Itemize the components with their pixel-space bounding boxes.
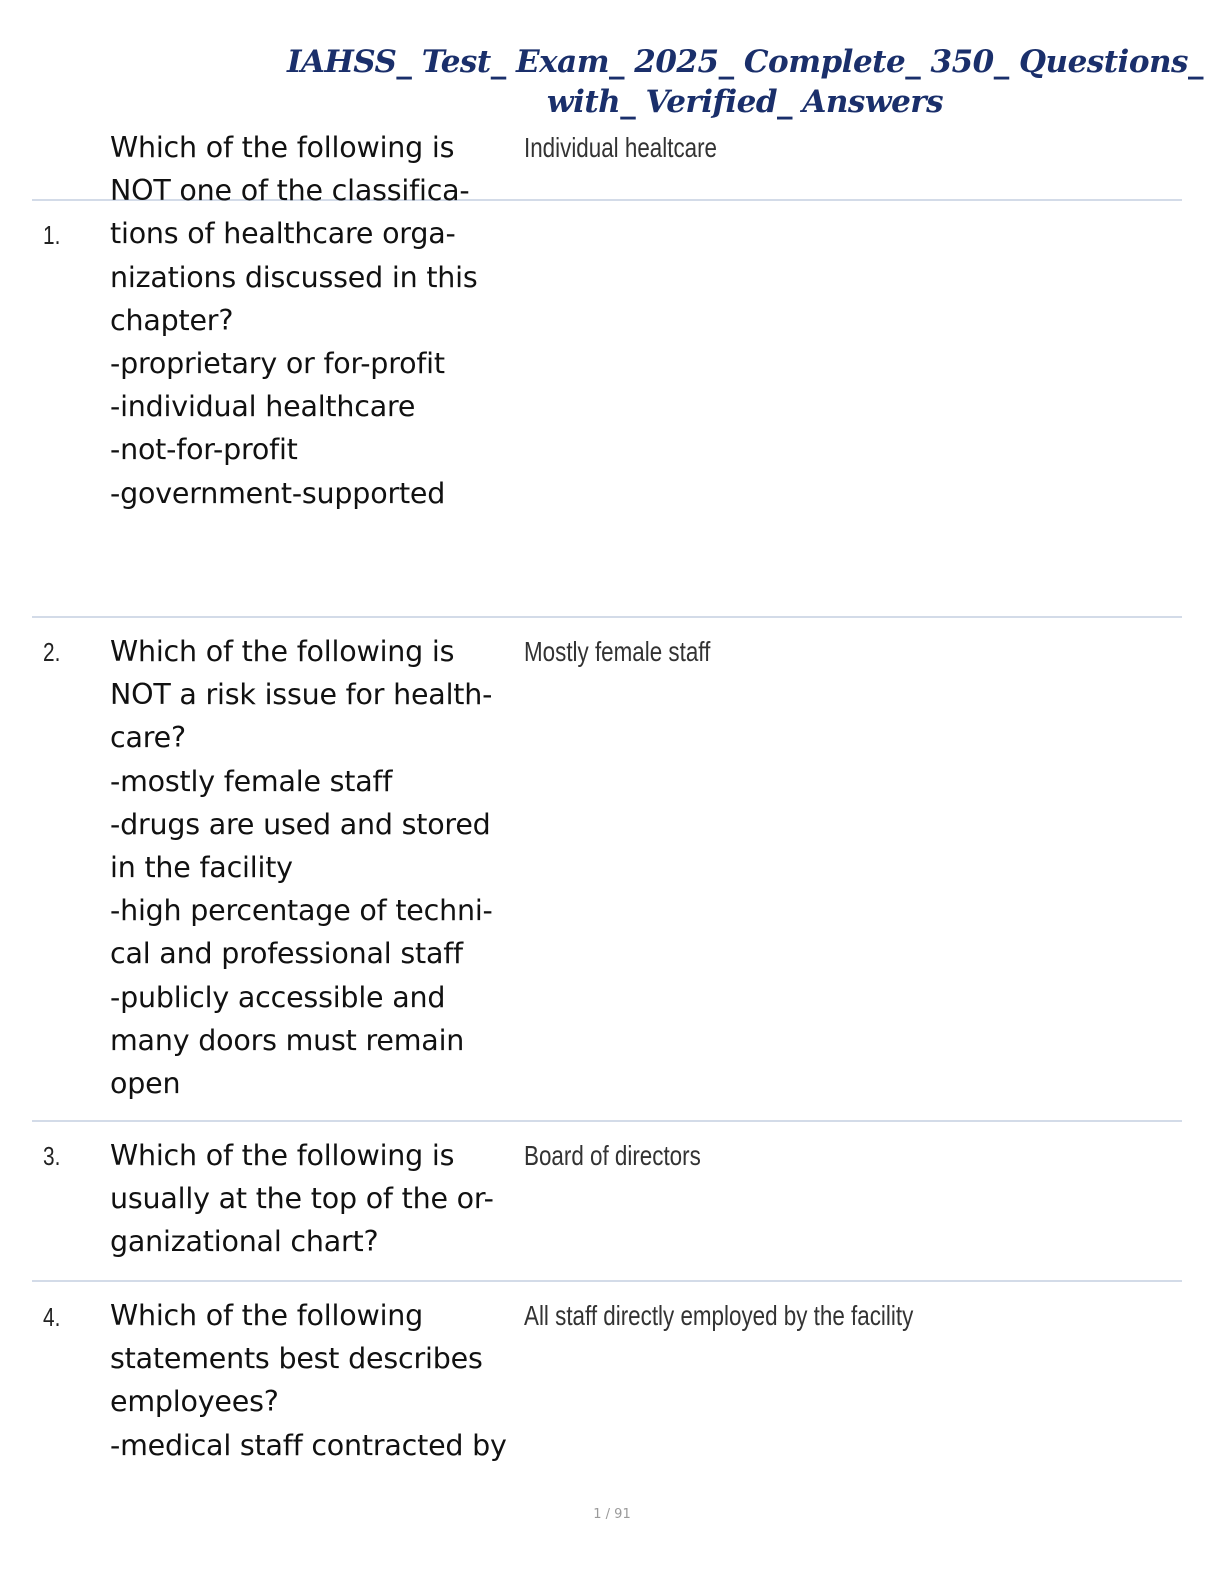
row-divider bbox=[32, 616, 1182, 618]
question-number: 4. bbox=[43, 1302, 61, 1332]
question-text: Which of the following is usually at the top of the or- ganizational chart? bbox=[110, 1139, 494, 1259]
document-title bbox=[250, 42, 1224, 122]
question-text: Which of the following is NOT a risk issue for health- care? -mostly female staff -drugs are used and stored in the facility -high percentage of techni- cal and professional staff -publicly accessible and many doors must remain open bbox=[110, 635, 493, 1101]
answer-text: Individual healtcare bbox=[524, 132, 718, 163]
question-number: 3. bbox=[43, 1141, 61, 1171]
document-title-line-1: IAHSS_ Test_ Exam_ 2025_ Complete_ 350_ Questions_ bbox=[286, 44, 1204, 80]
question-text: Which of the following statements best describes employees? -medical staff contracted by bbox=[110, 1299, 507, 1462]
question-text: Which of the following is NOT one of the classifica- tions of healthcare orga- nizations discussed in this chapter? -proprietary or for-profit -individual healthcare -not-for-profit -government-supported bbox=[110, 131, 478, 510]
answer-text: All staff directly employed by the facility bbox=[524, 1300, 914, 1331]
row-divider bbox=[32, 1280, 1182, 1282]
question-number: 1. bbox=[43, 220, 61, 250]
row-divider bbox=[32, 1120, 1182, 1122]
question-number: 2. bbox=[43, 637, 61, 667]
answer-text: Mostly female staff bbox=[524, 636, 711, 667]
answer-text: Board of directors bbox=[524, 1140, 701, 1171]
document-title-line-2: with_ Verified_ Answers bbox=[546, 84, 944, 120]
page-indicator: 1 / 91 bbox=[593, 1507, 631, 1522]
